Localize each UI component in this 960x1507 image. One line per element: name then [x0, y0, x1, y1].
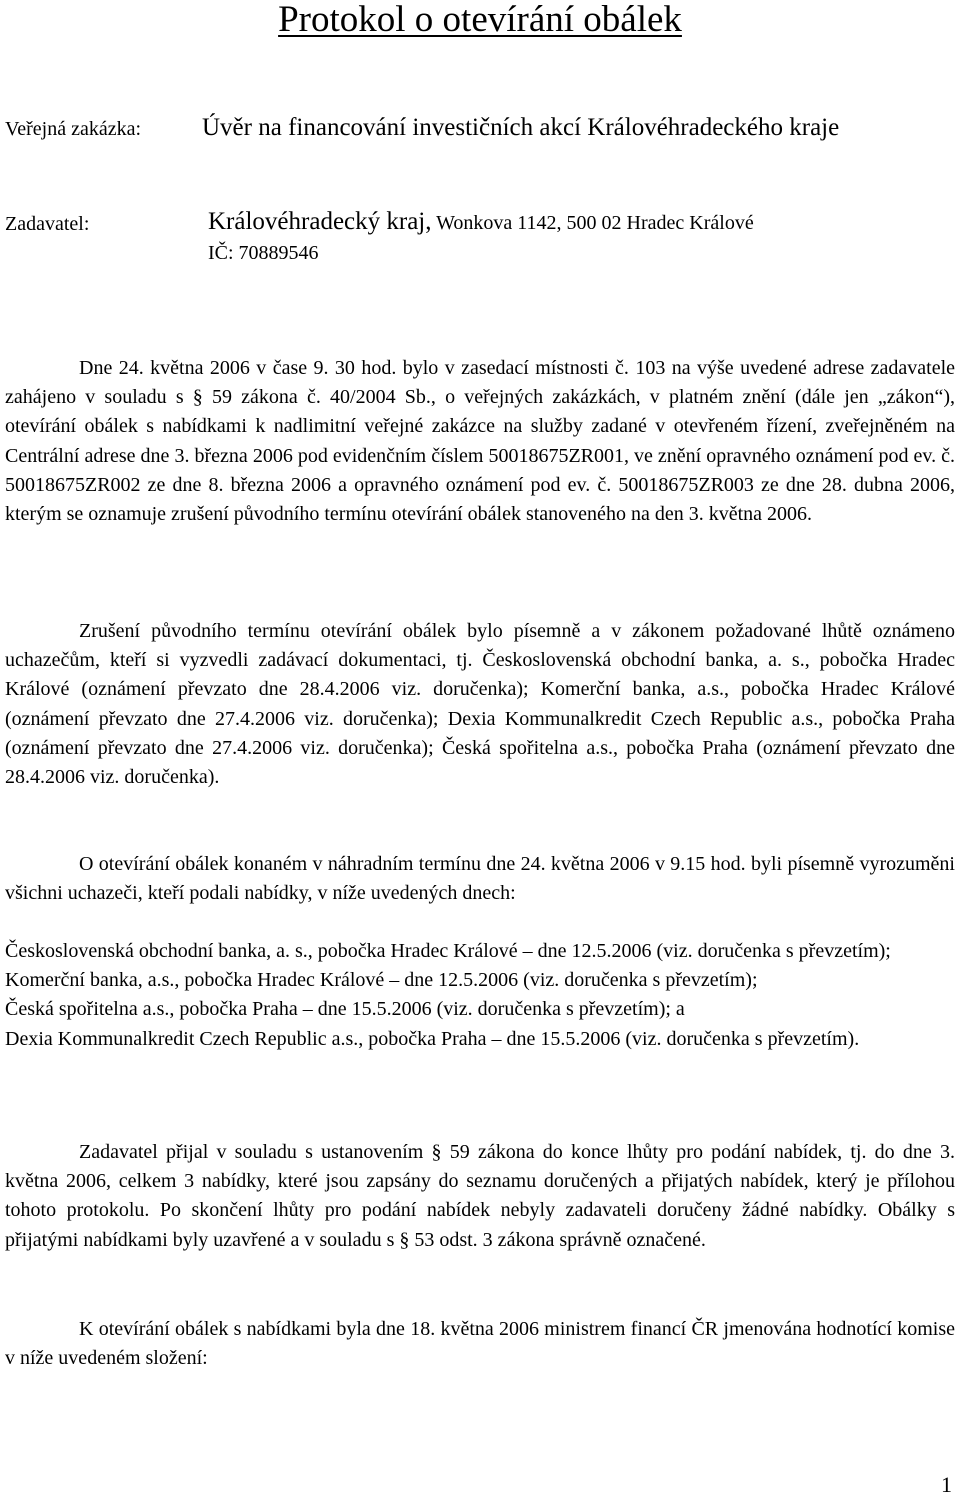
list-item: Československá obchodní banka, a. s., pobočka Hradec Králové – dne 12.5.2006 (viz. doručenka s převzetím); — [5, 940, 891, 962]
document-title — [0, 0, 960, 40]
list-item: Česká spořitelna a.s., pobočka Praha – dne 15.5.2006 (viz. doručenka s převzetím); a — [5, 998, 685, 1021]
authority-label: Zadavatel: — [5, 213, 90, 235]
notification-paragraph: O otevírání obálek konaném v náhradním termínu dne 24. května 2006 v 9.15 hod. byli písemně vyrozuměni všichni uchazeči, kteří podali nabídky, v níže uvedených dnech: — [5, 853, 955, 905]
opening-paragraph: Dne 24. května 2006 v čase 9. 30 hod. bylo v zasedací místnosti č. 103 na výše uvedené adrese zadavatele zahájeno v souladu s § 59 zákona č. 40/2004 Sb., o veřejných zakázkách, v platném znění (dále jen „zákon“), otevírání obálek s nabídkami k nadlimitní veřejné zakázce na služby zadané v otevřeném řízení, zveřejněném na Centrální adrese dne 3. března 2006 pod evidenčním číslem 50018675ZR001, ve znění opravného oznámení pod ev. č. 50018675ZR002 ze dne 8. března 2006 a opravného oznámení pod ev. č. 50018675ZR003 ze dne 28. dubna 2006, kterým se oznamuje zrušení původního termínu otevírání obálek stanoveného na den 3. května 2006. — [5, 357, 955, 526]
authority-address: Wonkova 1142, 500 02 Hradec Králové — [431, 212, 754, 234]
cancellation-paragraph: Zrušení původního termínu otevírání obálek bylo písemně a v zákonem požadované lhůtě oznámeno uchazečům, kteří si vyzvedli zadávací dokumentaci, tj. Československá obchodní banka, a. s., pobočka Hradec Králové (oznámení převzato dne 28.4.2006 viz. doručenka); Komerční banka, a.s., pobočka Hradec Králové (oznámení převzato dne 27.4.2006 viz. doručenka); Dexia Kommunalkredit Czech Republic a.s., pobočka Praha (oznámení převzato dne 27.4.2006 viz. doručenka); Česká spořitelna a.s., pobočka Praha (oznámení převzato dne 28.4.2006 viz. doručenka). — [5, 620, 955, 789]
committee-paragraph: K otevírání obálek s nabídkami byla dne 18. května 2006 ministrem financí ČR jmenována hodnotící komise v níže uvedeném složení: — [5, 1318, 955, 1370]
list-item: Komerční banka, a.s., pobočka Hradec Králové – dne 12.5.2006 (viz. doručenka s převzetím); — [5, 969, 758, 992]
page-number: 1 — [941, 1472, 952, 1497]
title-text: Protokol o otevírání obálek — [278, 0, 682, 40]
contract-label: Veřejná zakázka: — [5, 118, 142, 140]
bids-paragraph: Zadavatel přijal v souladu s ustanovením § 59 zákona do konce lhůty pro podání nabídek, tj. do dne 3. května 2006, celkem 3 nabídky, které jsou zapsány do seznamu doručených a přijatých nabídek, který je přílohou tohoto protokolu. Po skončení lhůty pro podání nabídek nebyly zadavateli doručeny žádné nabídky. Obálky s přijatými nabídkami byly uzavřené a v souladu s § 53 odst. 3 zákona správně označené. — [5, 1141, 955, 1251]
list-item: Dexia Kommunalkredit Czech Republic a.s., pobočka Praha – dne 15.5.2006 (viz. doručenka s převzetím). — [5, 1027, 860, 1050]
notified-bank-list — [5, 937, 955, 1054]
contract-name: Úvěr na financování investičních akcí Královéhradeckého kraje — [202, 114, 840, 141]
authority-ic: IČ: 70889546 — [208, 242, 319, 264]
authority-name: Královéhradecký kraj, — [208, 208, 432, 235]
